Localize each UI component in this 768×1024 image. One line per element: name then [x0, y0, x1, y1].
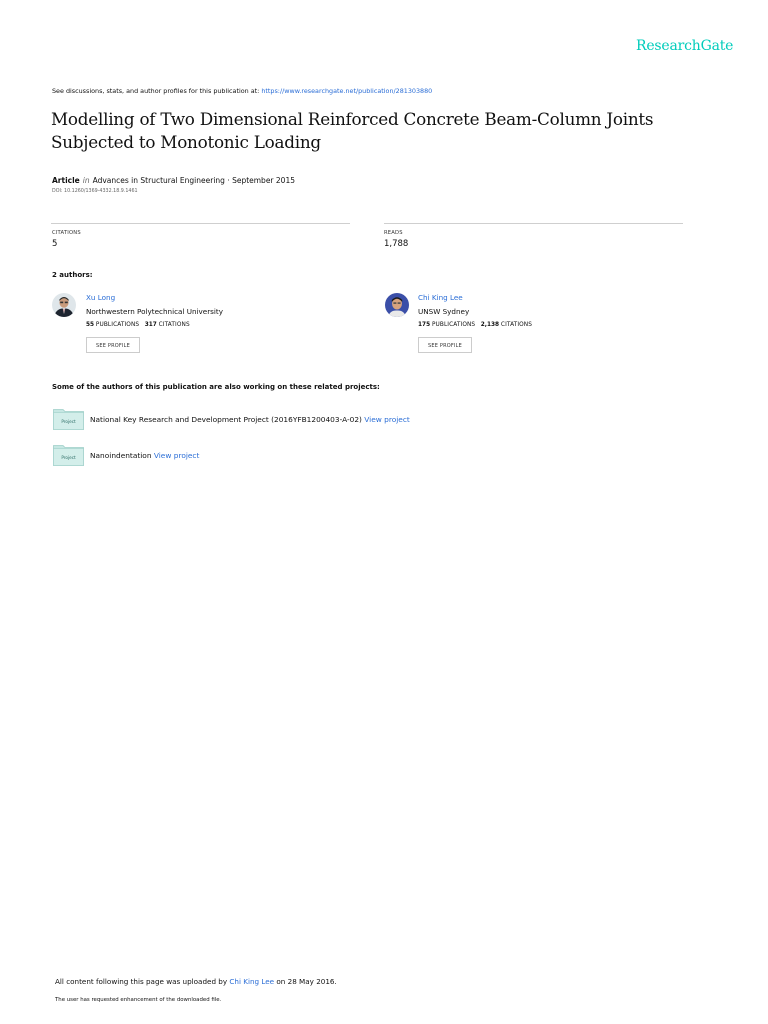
article-title-line-2: Subjected to Monotonic Loading [51, 132, 321, 152]
author-stats [86, 322, 190, 328]
author-name-link[interactable]: Chi King Lee [418, 293, 463, 302]
author-stats [418, 322, 532, 328]
researchgate-logo[interactable]: ResearchGate [636, 38, 734, 54]
project-folder-icon [53, 444, 84, 466]
project-title: Nanoindentation [90, 451, 154, 460]
publication-url-link[interactable]: https://www.researchgate.net/publication/281303880 [261, 87, 433, 95]
article-meta [52, 176, 295, 185]
project-item [90, 451, 199, 460]
related-projects-heading: Some of the authors of this publication are also working on these related projects: [52, 383, 380, 391]
divider-left [51, 223, 350, 224]
see-profile-button[interactable]: SEE PROFILE [86, 337, 140, 353]
author-citations-label: CITATIONS [158, 322, 190, 328]
folder-label: Project [61, 419, 76, 424]
article-title-line-1: Modelling of Two Dimensional Reinforced Concrete Beam-Column Joints [51, 109, 654, 129]
person-photo-icon [52, 293, 76, 317]
author-citations-label: CITATIONS [500, 322, 533, 328]
author-avatar-chi-king-lee[interactable] [385, 293, 409, 317]
article-type: Article [52, 176, 80, 185]
publications-label: PUBLICATIONS [431, 322, 476, 328]
author-name-link[interactable]: Xu Long [86, 293, 116, 302]
project-folder-icon [53, 408, 84, 430]
journal-date: Advances in Structural Engineering · September 2015 [92, 176, 295, 185]
publications-count: 55 [86, 322, 95, 328]
view-project-link[interactable]: View project [364, 415, 410, 424]
citations-label: CITATIONS [52, 230, 81, 236]
project-title: National Key Research and Development Project (2016YFB1200403-A-02) [90, 415, 365, 424]
citations-value: 5 [52, 239, 58, 249]
see-discussions-text: See discussions, stats, and author profiles for this publication at: [52, 87, 262, 95]
project-item [90, 415, 410, 424]
requested-enhancement-note: The user has requested enhancement of the downloaded file. [55, 997, 222, 1003]
author-avatar-xu-long[interactable] [52, 293, 76, 317]
article-in: in [82, 176, 90, 185]
doi: DOI: 10.1260/1369-4332.18.9.1461 [52, 189, 138, 194]
authors-heading: 2 authors: [52, 271, 93, 279]
see-profile-button[interactable]: SEE PROFILE [418, 337, 472, 353]
reads-label: READS [384, 230, 403, 236]
author-institution: Northwestern Polytechnical University [86, 307, 223, 316]
folder-label: Project [61, 455, 76, 460]
uploaded-suffix: on 28 May 2016. [274, 977, 337, 986]
author-citations-count: 317 [144, 322, 157, 328]
publications-label: PUBLICATIONS [95, 322, 140, 328]
author-institution: UNSW Sydney [418, 307, 470, 316]
reads-value: 1,788 [384, 239, 409, 249]
divider-right [384, 223, 683, 224]
uploader-link[interactable]: Chi King Lee [229, 977, 275, 986]
person-photo-icon [385, 293, 409, 317]
publications-count: 175 [418, 322, 431, 328]
article-title [51, 108, 731, 154]
view-project-link[interactable]: View project [153, 451, 200, 460]
see-discussions-line [52, 87, 432, 95]
author-citations-count: 2,138 [480, 322, 500, 328]
uploaded-prefix: All content following this page was uploaded by [55, 977, 230, 986]
uploaded-note [55, 977, 337, 986]
